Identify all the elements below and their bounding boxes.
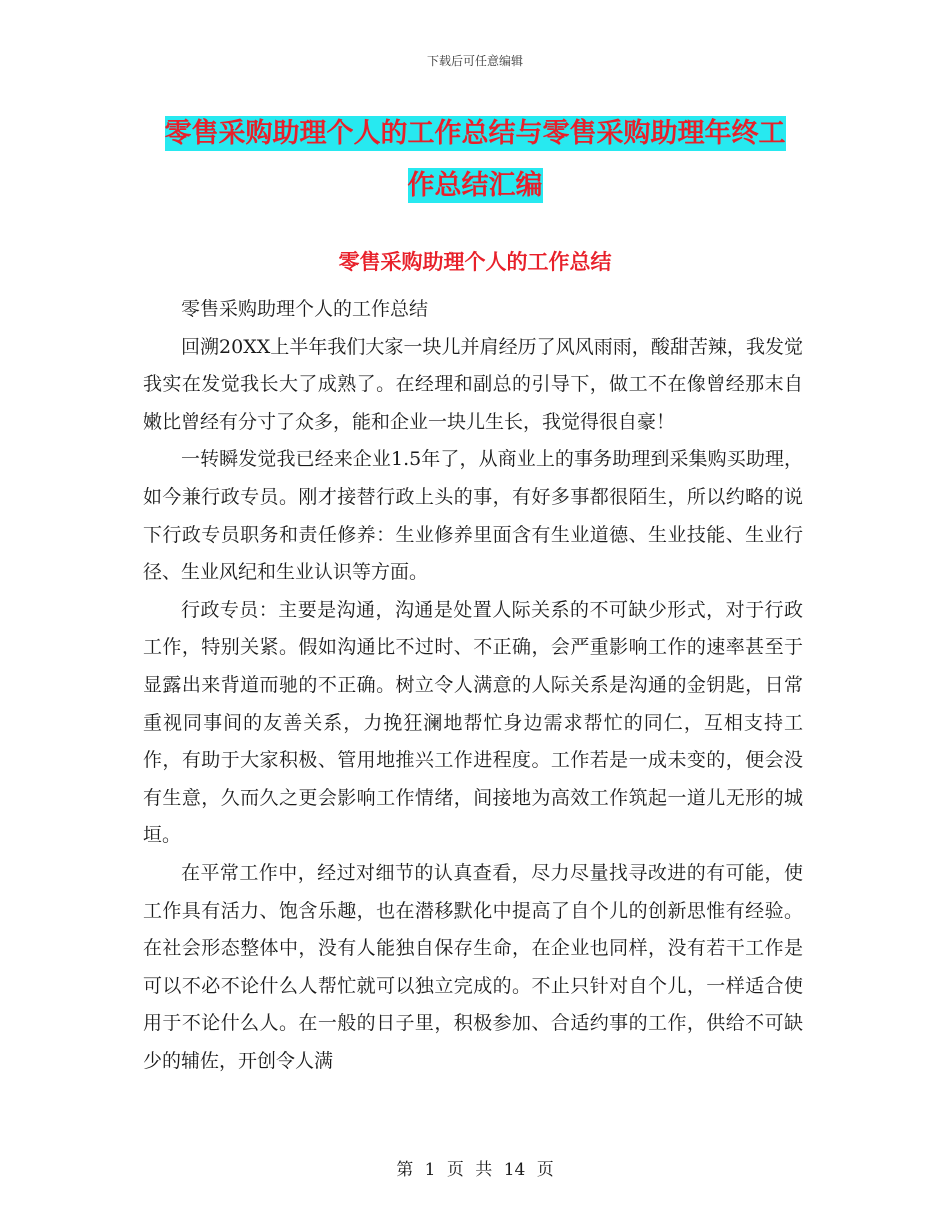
section-title: 零售采购助理个人的工作总结 [338, 250, 612, 274]
document-title [0, 108, 950, 212]
paragraph: 回溯20XX上半年我们大家一块儿并肩经历了风风雨雨，酸甜苦辣，我发觉我实在发觉我长大了成熟了。在经理和副总的引导下，做工不在像曾经那末自嫩比曾经有分寸了众多，能和企业一块儿生长，我觉得很自豪！ [143, 335, 803, 433]
title-line-1: 零售采购助理个人的工作总结与零售采购助理年终工 [164, 118, 786, 149]
paragraph: 行政专员：主要是沟通，沟通是处置人际关系的不可缺少形式，对于行政工作，特别关紧。假如沟通比不过时、不正确，会严重影响工作的速率甚至于显露出来背道而驰的不正确。树立令人满意的人际关系是沟通的金钥匙，日常重视同事间的友善关系，力挽狂澜地帮忙身边需求帮忙的同仁，互相支持工作，有助于大家积极、管用地推兴工作进程度。工作若是一成未变的，便会没有生意，久而久之更会影响工作情绪，间接地为高效工作筑起一道儿无形的城垣。 [143, 598, 803, 847]
title-line-2: 作总结汇编 [407, 170, 543, 201]
paragraph: 零售采购助理个人的工作总结 [181, 298, 429, 320]
page-header-note: 下载后可任意编辑 [426, 54, 523, 68]
page-number: 第 1 页 共 14 页 [396, 1160, 554, 1180]
paragraph: 一转瞬发觉我已经来企业1.5年了，从商业上的事务助理到采集购买助理，如今兼行政专员。刚才接替行政上头的事，有好多事都很陌生，所以约略的说下行政专员职务和责任修养：生业修养里面含有生业道德、生业技能、生业行径、生业风纪和生业认识等方面。 [143, 448, 803, 584]
document-body [143, 291, 803, 1080]
paragraph: 在平常工作中，经过对细节的认真查看，尽力尽量找寻改进的有可能，使工作具有活力、饱含乐趣，也在潜移默化中提高了自个儿的创新思惟有经验。在社会形态整体中，没有人能独自保存生命，在企业也同样，没有若干工作是可以不必不论什么人帮忙就可以独立完成的。不止只针对自个儿，一样适合使用于不论什么人。在一般的日子里，积极参加、合适约事的工作，供给不可缺少的辅佐，开创令人满 [143, 861, 803, 1072]
